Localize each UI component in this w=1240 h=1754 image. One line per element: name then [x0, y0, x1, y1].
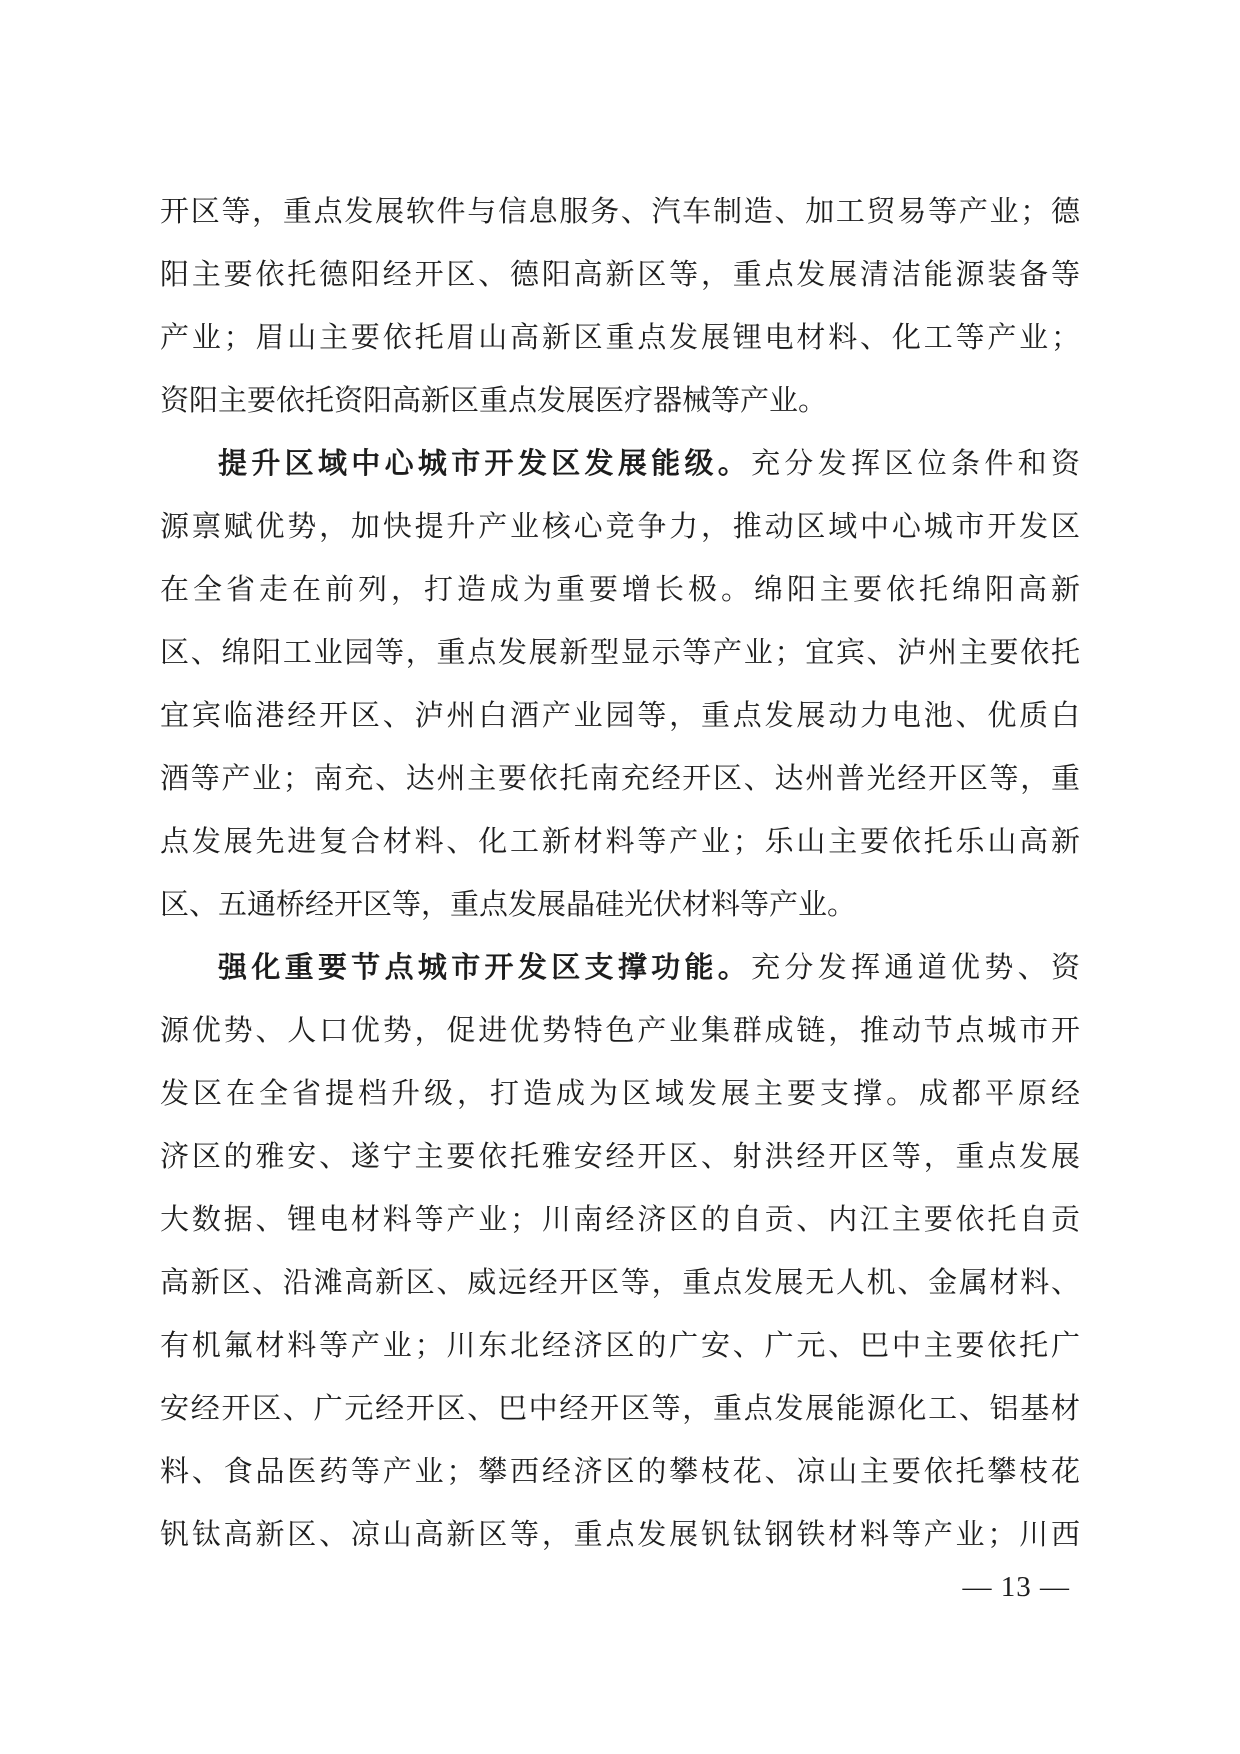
text-line: 料、食品医药等产业；攀西经济区的攀枝花、凉山主要依托攀枝花 [160, 1456, 1080, 1488]
text-line: 开区等，重点发展软件与信息服务、汽车制造、加工贸易等产业；德 [160, 196, 1080, 228]
text-line: 点发展先进复合材料、化工新材料等产业；乐山主要依托乐山高新 [160, 826, 1080, 858]
page-number: — 13 — [962, 1571, 1070, 1603]
text-line: 强化重要节点城市开发区支撑功能。充分发挥通道优势、资 [218, 952, 1080, 984]
text-line: 酒等产业；南充、达州主要依托南充经开区、达州普光经开区等，重 [160, 763, 1080, 795]
text-line: 济区的雅安、遂宁主要依托雅安经开区、射洪经开区等，重点发展 [160, 1141, 1080, 1173]
text-line: 高新区、沿滩高新区、威远经开区等，重点发展无人机、金属材料、 [160, 1267, 1080, 1299]
text-line: 安经开区、广元经开区、巴中经开区等，重点发展能源化工、铝基材 [160, 1393, 1080, 1425]
paragraph [160, 937, 1080, 1567]
paragraph-lead-sentence: 提升区域中心城市开发区发展能级。 [218, 448, 752, 480]
text-line: 提升区域中心城市开发区发展能级。充分发挥区位条件和资 [218, 448, 1080, 480]
text-line: 大数据、锂电材料等产业；川南经济区的自贡、内江主要依托自贡 [160, 1204, 1080, 1236]
text-line: 产业；眉山主要依托眉山高新区重点发展锂电材料、化工等产业； [160, 322, 1080, 354]
text-line: 源优势、人口优势，促进优势特色产业集群成链，推动节点城市开 [160, 1015, 1080, 1047]
text-line: 钒钛高新区、凉山高新区等，重点发展钒钛钢铁材料等产业；川西 [160, 1519, 1080, 1551]
text-line: 有机氟材料等产业；川东北经济区的广安、广元、巴中主要依托广 [160, 1330, 1080, 1362]
text-line: 源禀赋优势，加快提升产业核心竞争力，推动区域中心城市开发区 [160, 511, 1080, 543]
text-line: 发区在全省提档升级，打造成为区域发展主要支撑。成都平原经 [160, 1078, 1080, 1110]
paragraph-lead-sentence: 强化重要节点城市开发区支撑功能。 [218, 952, 752, 984]
text-line: 在全省走在前列，打造成为重要增长极。绵阳主要依托绵阳高新 [160, 574, 1080, 606]
text-line: 宜宾临港经开区、泸州白酒产业园等，重点发展动力电池、优质白 [160, 700, 1080, 732]
text-line: 阳主要依托德阳经开区、德阳高新区等，重点发展清洁能源装备等 [160, 259, 1080, 291]
document-body [160, 181, 1080, 1567]
text-line: 区、绵阳工业园等，重点发展新型显示等产业；宜宾、泸州主要依托 [160, 637, 1080, 669]
text-line: 资阳主要依托资阳高新区重点发展医疗器械等产业。 [160, 385, 828, 417]
paragraph [160, 181, 1080, 433]
paragraph [160, 433, 1080, 937]
text-line: 区、五通桥经开区等，重点发展晶硅光伏材料等产业。 [160, 889, 857, 921]
